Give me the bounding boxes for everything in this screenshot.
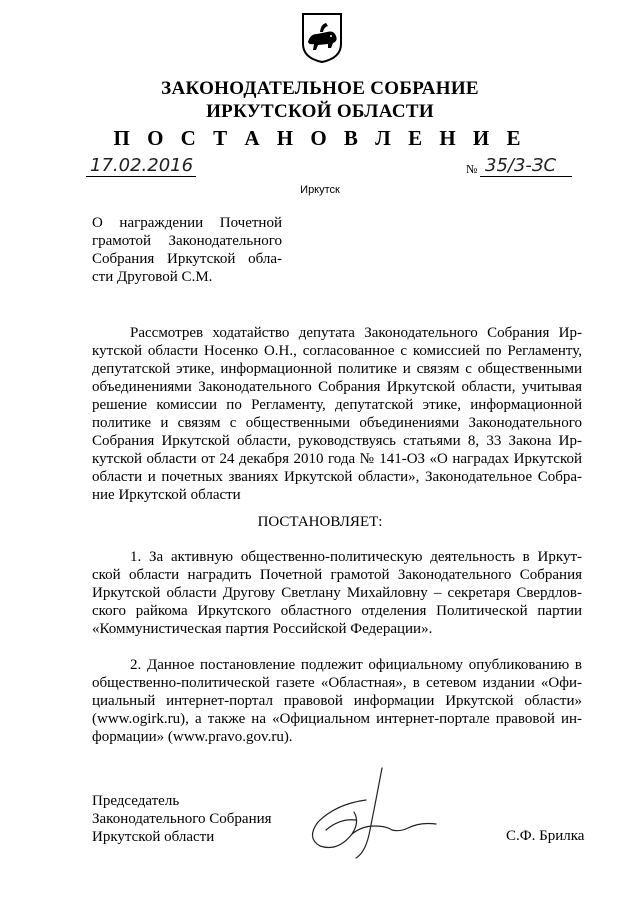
item-1-paragraph: [92, 548, 582, 638]
text-line: циальный интернет-портал правовой информации Иркутской области»: [92, 693, 582, 709]
text-line: Рассмотрев ходатайство депутата Законодательного Собрания Ир-: [130, 325, 582, 341]
document-number: 35/3-ЗС: [485, 155, 557, 176]
date-underline: [86, 176, 196, 177]
subject-line: сти Друговой С.М.: [92, 269, 213, 285]
city: Иркутск: [300, 184, 340, 196]
subject-title: [92, 214, 282, 286]
text-line: ской области наградить Почетной грамотой Законодательного Собрания: [92, 567, 582, 583]
text-line: 2. Данное постановление подлежит официальному опубликованию в: [130, 657, 582, 673]
subject-line: О награждении Почетной: [92, 215, 282, 231]
subject-line: Собрания Иркутской обла-: [92, 251, 282, 267]
organization-name-line1: ЗАКОНОДАТЕЛЬНОЕ СОБРАНИЕ: [161, 78, 479, 99]
text-line: общественно-политической газете «Областная», в сетевом издании «Офи-: [92, 675, 582, 691]
number-sign: №: [466, 162, 478, 176]
organization-name-line2: ИРКУТСКОЙ ОБЛАСТИ: [206, 101, 434, 122]
signatory-title-line: Законодательного Собрания: [92, 811, 272, 827]
text-line: ние Иркутской области: [92, 487, 241, 503]
text-line: 1. За активную общественно-политическую деятельность в Иркут-: [130, 549, 582, 565]
text-line: кутской области от 24 декабря 2010 года № 141-ОЗ «О наградах Иркутской: [92, 451, 582, 467]
text-line: формации» (www.pravo.gov.ru).: [92, 729, 293, 745]
signatory-title-line: Иркутской области: [92, 829, 215, 845]
preamble-paragraph: [92, 324, 582, 504]
text-line: (www.ogirk.ru), а также на «Официальном интернет-портале правовой ин-: [92, 711, 582, 727]
document-date: 17.02.2016: [90, 155, 194, 176]
text-line: Иркутской области Другову Светлану Михайловну – секретаря Свердлов-: [92, 585, 582, 601]
text-line: политике и связям с общественными объединениями Законодательного: [92, 415, 582, 431]
text-line: «Коммунистическая партия Российской Федерации».: [92, 621, 433, 637]
document-type: П О С Т А Н О В Л Е Н И Е: [113, 126, 527, 150]
signatory-title: [92, 792, 272, 846]
text-line: решение комиссии по Регламенту, депутатской этике, информационной: [92, 397, 582, 413]
text-line: области и почетных званиях Иркутской области», Законодательное Собра-: [92, 469, 582, 485]
item-2-paragraph: [92, 656, 582, 746]
text-line: кутской области Носенко О.Н., согласованное с комиссией по Регламенту,: [92, 343, 582, 359]
number-underline: [480, 176, 572, 177]
handwritten-signature: [296, 760, 456, 870]
coat-of-arms-icon: [301, 12, 343, 64]
signatory-title-line: Председатель: [92, 793, 180, 809]
subject-line: грамотой Законодательного: [92, 233, 282, 249]
decree-word: ПОСТАНОВЛЯЕТ:: [257, 514, 383, 530]
text-line: объединениями Законодательного Собрания Иркутской области, учитывая: [92, 379, 582, 395]
text-line: ского райкома Иркутского областного отделения Политической партии: [92, 603, 582, 619]
text-line: Собрания Иркутской области, руководствуясь статьями 8, 33 Закона Ир-: [92, 433, 582, 449]
text-line: депутатской этике, информационной политике и связям с общественными: [92, 361, 582, 377]
signatory-name: С.Ф. Брилка: [506, 828, 585, 844]
